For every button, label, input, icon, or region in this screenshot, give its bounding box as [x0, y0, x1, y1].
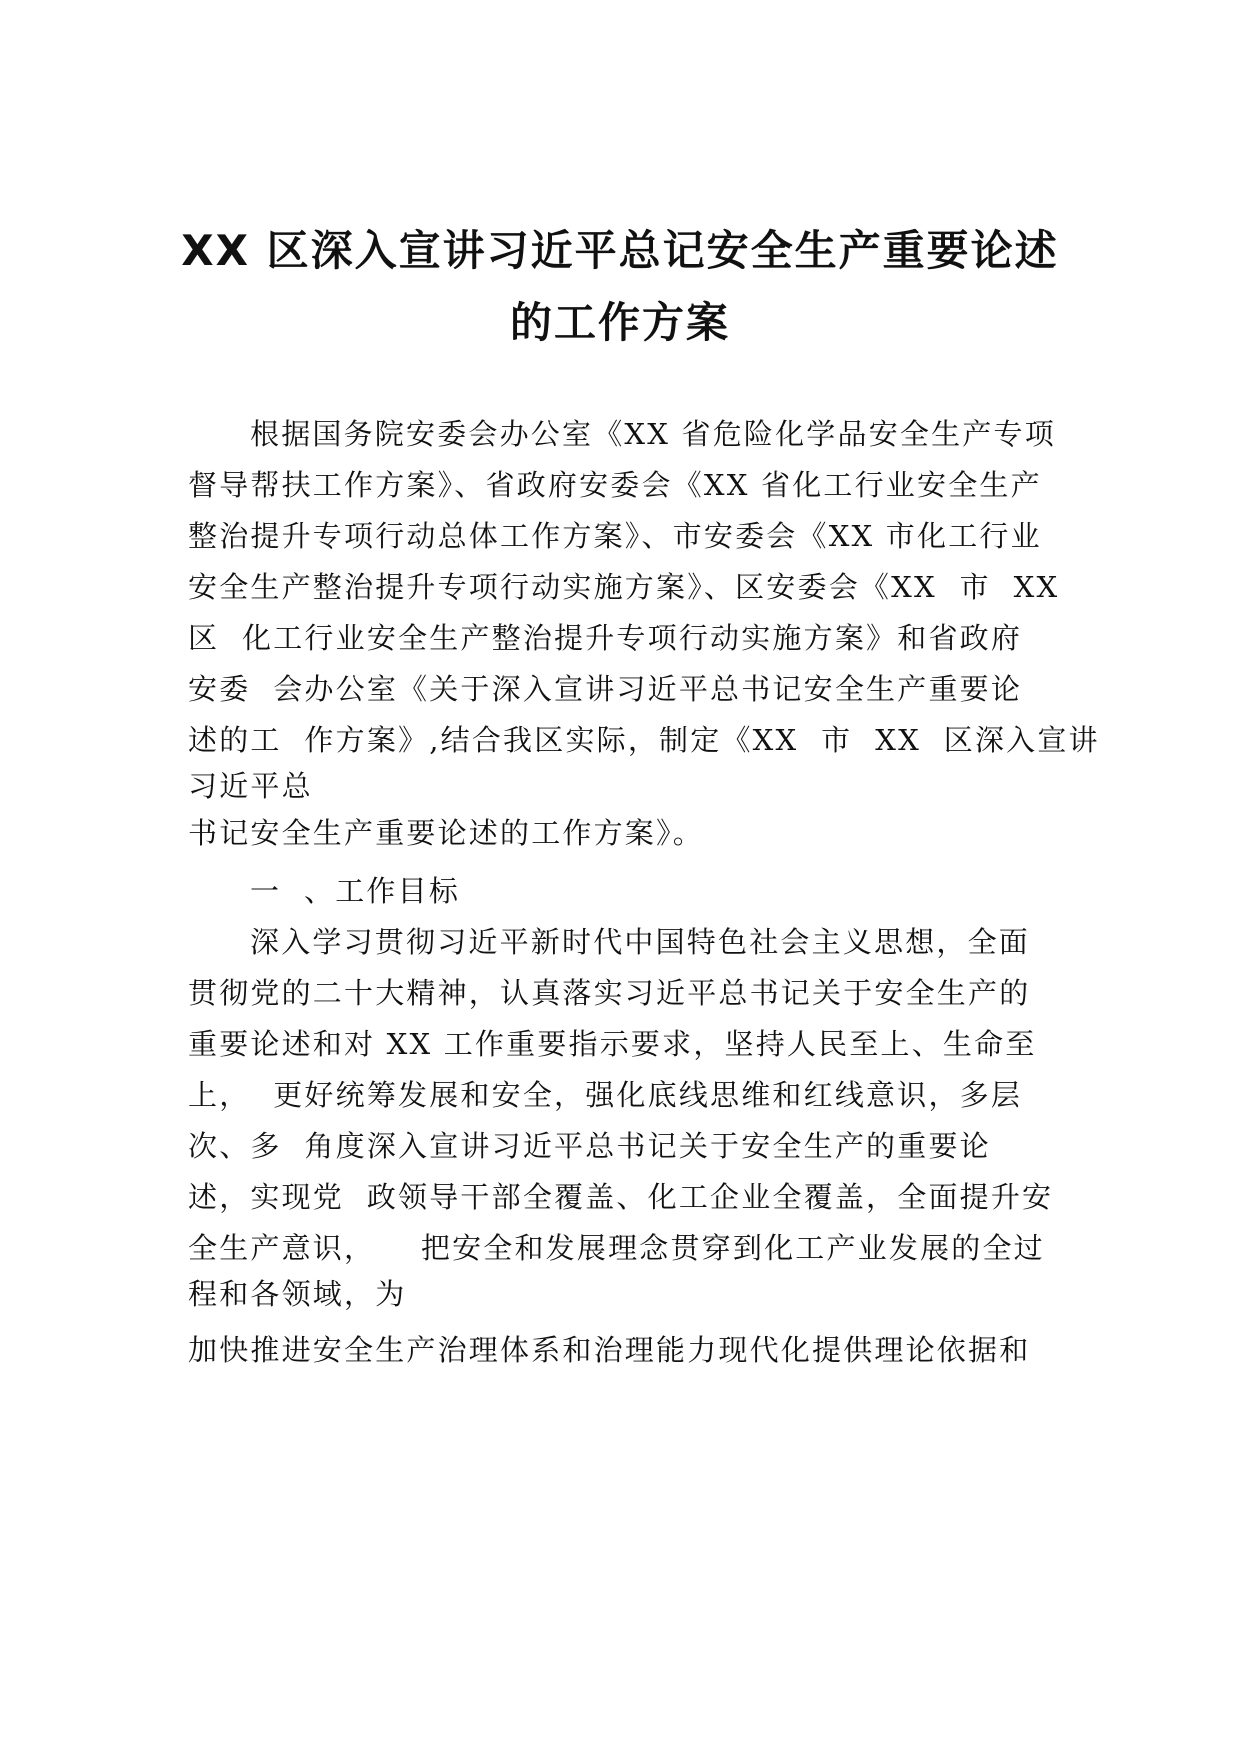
paragraph-2-line-5: 次、多 角度深入宣讲习近平总书记关于安全生产的重要论: [188, 1129, 991, 1163]
paragraph-2-line-8: 程和各领域，为: [188, 1277, 407, 1311]
title-line-1: XX 区深入宣讲习近平总记安全生产重要论述: [181, 226, 1059, 275]
title-line-2: 的工作方案: [509, 298, 730, 347]
paragraph-2-line-1: 深入学习贯彻习近平新时代中国特色社会主义思想，全面: [250, 925, 1031, 959]
section-heading-work-goals: 一 、工作目标: [250, 874, 461, 908]
paragraph-1-line-4: 安全生产整治提升专项行动实施方案》、区安委会《XX 市 XX: [188, 570, 1060, 604]
paragraph-2-line-3: 重要论述和对 XX 工作重要指示要求，坚持人民至上、生命至: [188, 1027, 1037, 1061]
paragraph-2-line-7: 全生产意识， 把安全和发展理念贯穿到化工产业发展的全过: [188, 1231, 1045, 1265]
paragraph-1-line-3: 整治提升专项行动总体工作方案》、市安委会《XX 市化工行业: [188, 519, 1042, 553]
paragraph-2-line-6: 述，实现党 政领导干部全覆盖、化工企业全覆盖，全面提升安: [188, 1180, 1054, 1214]
paragraph-2-line-9: 加快推进安全生产治理体系和治理能力现代化提供理论依据和: [188, 1333, 1031, 1367]
paragraph-1-line-7: 述的工 作方案》,结合我区实际，制定《XX 市 XX 区深入宣讲: [188, 723, 1100, 757]
paragraph-1-line-2: 督导帮扶工作方案》、省政府安委会《XX 省化工行业安全生产: [188, 468, 1042, 502]
paragraph-1-line-9: 书记安全生产重要论述的工作方案》。: [188, 816, 704, 850]
paragraph-1-line-8: 习近平总: [188, 769, 313, 803]
paragraph-2-line-2: 贯彻党的二十大精神，认真落实习近平总书记关于安全生产的: [188, 976, 1031, 1010]
paragraph-1-line-6: 安委 会办公室《关于深入宣讲习近平总书记安全生产重要论: [188, 672, 1023, 706]
paragraph-1-line-5: 区 化工行业安全生产整治提升专项行动实施方案》和省政府: [188, 621, 1023, 655]
paragraph-2-line-4: 上， 更好统筹发展和安全，强化底线思维和红线意识，多层: [188, 1078, 1023, 1112]
paragraph-1-line-1: 根据国务院安委会办公室《XX 省危险化学品安全生产专项: [250, 417, 1056, 451]
document-title: [150, 215, 1090, 359]
